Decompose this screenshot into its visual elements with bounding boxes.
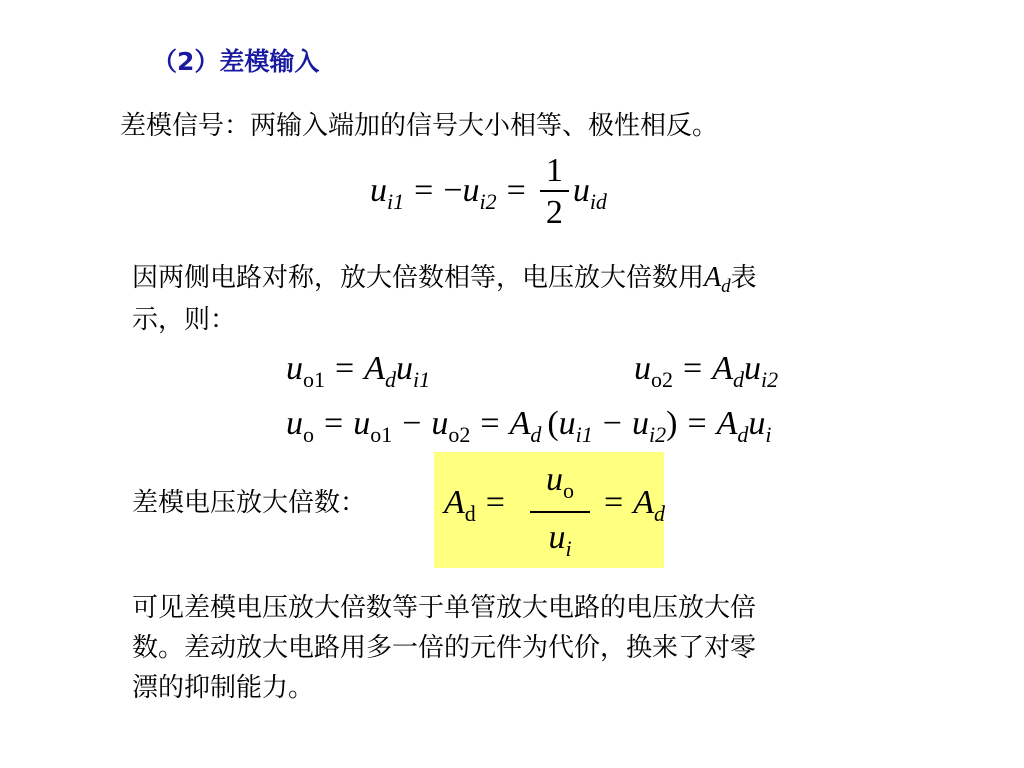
explain-symbol-sub: d (721, 276, 731, 297)
eq3-v5: u (631, 405, 649, 442)
eq3-lparen: ( (547, 405, 559, 442)
eq2b-input-sub: i2 (760, 367, 779, 392)
equation-uo2 (634, 350, 778, 393)
eq3-m1: − (402, 405, 422, 442)
eq3-A1s: d (530, 422, 542, 447)
eq3-s2: o1 (370, 422, 393, 447)
eq1-equals: = (414, 171, 434, 209)
eq3-v6: u (748, 405, 766, 442)
conclusion-paragraph (132, 588, 756, 708)
eq1-lhs-sub: i1 (387, 188, 405, 214)
eq1-frac-den: 2 (545, 194, 563, 231)
eq1-fraction (540, 152, 569, 234)
gain-fraction (530, 460, 590, 574)
explain-pre: 因两侧电路对称，放大倍数相等，电压放大倍数用 (132, 263, 705, 293)
gain-A: A (444, 484, 465, 521)
gain-frac-num (530, 460, 590, 513)
eq3-s5: i2 (648, 422, 667, 447)
eq1-frac-num: 1 (540, 152, 569, 192)
gain-label: 差模电压放大倍数： (132, 488, 367, 518)
eq3-v4: u (558, 405, 576, 442)
eq2a-equals: = (335, 350, 355, 387)
eq3-A1: A (509, 405, 531, 442)
section-heading: （2）差模输入 (152, 47, 320, 76)
eq3-rparen: ) (666, 405, 678, 442)
explanation-line-2: 示，则： (132, 305, 237, 335)
eq3-A2s: d (737, 422, 749, 447)
eq2a-gain: A (364, 350, 385, 387)
conclusion-line-3: 漂的抑制能力。 (132, 673, 315, 703)
eq2a-var: u (286, 350, 303, 387)
eq1-mid-sub: i2 (479, 188, 497, 214)
eq2b-var: u (634, 350, 651, 387)
eq2b-gain-sub: d (732, 367, 744, 392)
gain-frac-den (530, 513, 590, 574)
differential-signal-definition: 差模信号：两输入端加的信号大小相等、极性相反。 (120, 111, 719, 141)
explanation-line-1 (132, 260, 757, 305)
eq2b-equals: = (683, 350, 703, 387)
eq3-e2: = (480, 405, 500, 442)
gain-A2-sub: d (653, 501, 665, 526)
eq3-s3: o2 (448, 422, 471, 447)
equation-output-total (286, 405, 772, 448)
gain-A-sub: d (464, 501, 476, 526)
eq1-minus: − (443, 171, 463, 209)
eq3-A2: A (716, 405, 738, 442)
explain-post: 表 (730, 263, 757, 293)
gain-formula-box (434, 452, 664, 568)
eq2a-input: u (395, 350, 413, 387)
gain-lhs (444, 484, 515, 527)
eq3-v3: u (431, 405, 449, 442)
equation-input-split (370, 152, 607, 234)
eq2a-gain-sub: d (384, 367, 396, 392)
eq3-s6: i (765, 422, 772, 447)
conclusion-line-2: 数。差动放大电路用多一倍的元件为代价，换来了对零 (132, 633, 757, 663)
explain-symbol: A (704, 262, 722, 293)
eq1-rhs-var: u (572, 171, 590, 209)
eq1-rhs-sub: id (589, 188, 607, 214)
eq3-e1: = (324, 405, 344, 442)
gain-num-sub: o (563, 478, 574, 503)
conclusion-line-1: 可见差模电压放大倍数等于单管放大电路的电压放大倍 (132, 593, 757, 623)
eq3-m2: − (602, 405, 622, 442)
gain-rhs (594, 484, 665, 527)
eq1-lhs-var: u (370, 171, 387, 209)
gain-equals-2: = (604, 484, 624, 521)
eq3-v1: u (286, 405, 303, 442)
gain-den-var: u (548, 519, 566, 556)
eq2a-input-sub: i1 (412, 367, 431, 392)
equation-uo1 (286, 350, 430, 393)
gain-num-var: u (546, 461, 563, 498)
gain-den-sub: i (565, 536, 572, 561)
eq2b-input: u (743, 350, 761, 387)
gain-equals: = (485, 484, 505, 521)
eq1-mid-var: u (462, 171, 480, 209)
gain-A2: A (633, 484, 654, 521)
eq2a-sub: o1 (303, 367, 325, 392)
eq3-s1: o (303, 422, 314, 447)
eq3-e3: = (687, 405, 707, 442)
eq3-s4: i1 (575, 422, 593, 447)
eq2b-sub: o2 (651, 367, 673, 392)
eq2b-gain: A (712, 350, 733, 387)
eq3-v2: u (353, 405, 371, 442)
eq1-equals-2: = (506, 171, 526, 209)
